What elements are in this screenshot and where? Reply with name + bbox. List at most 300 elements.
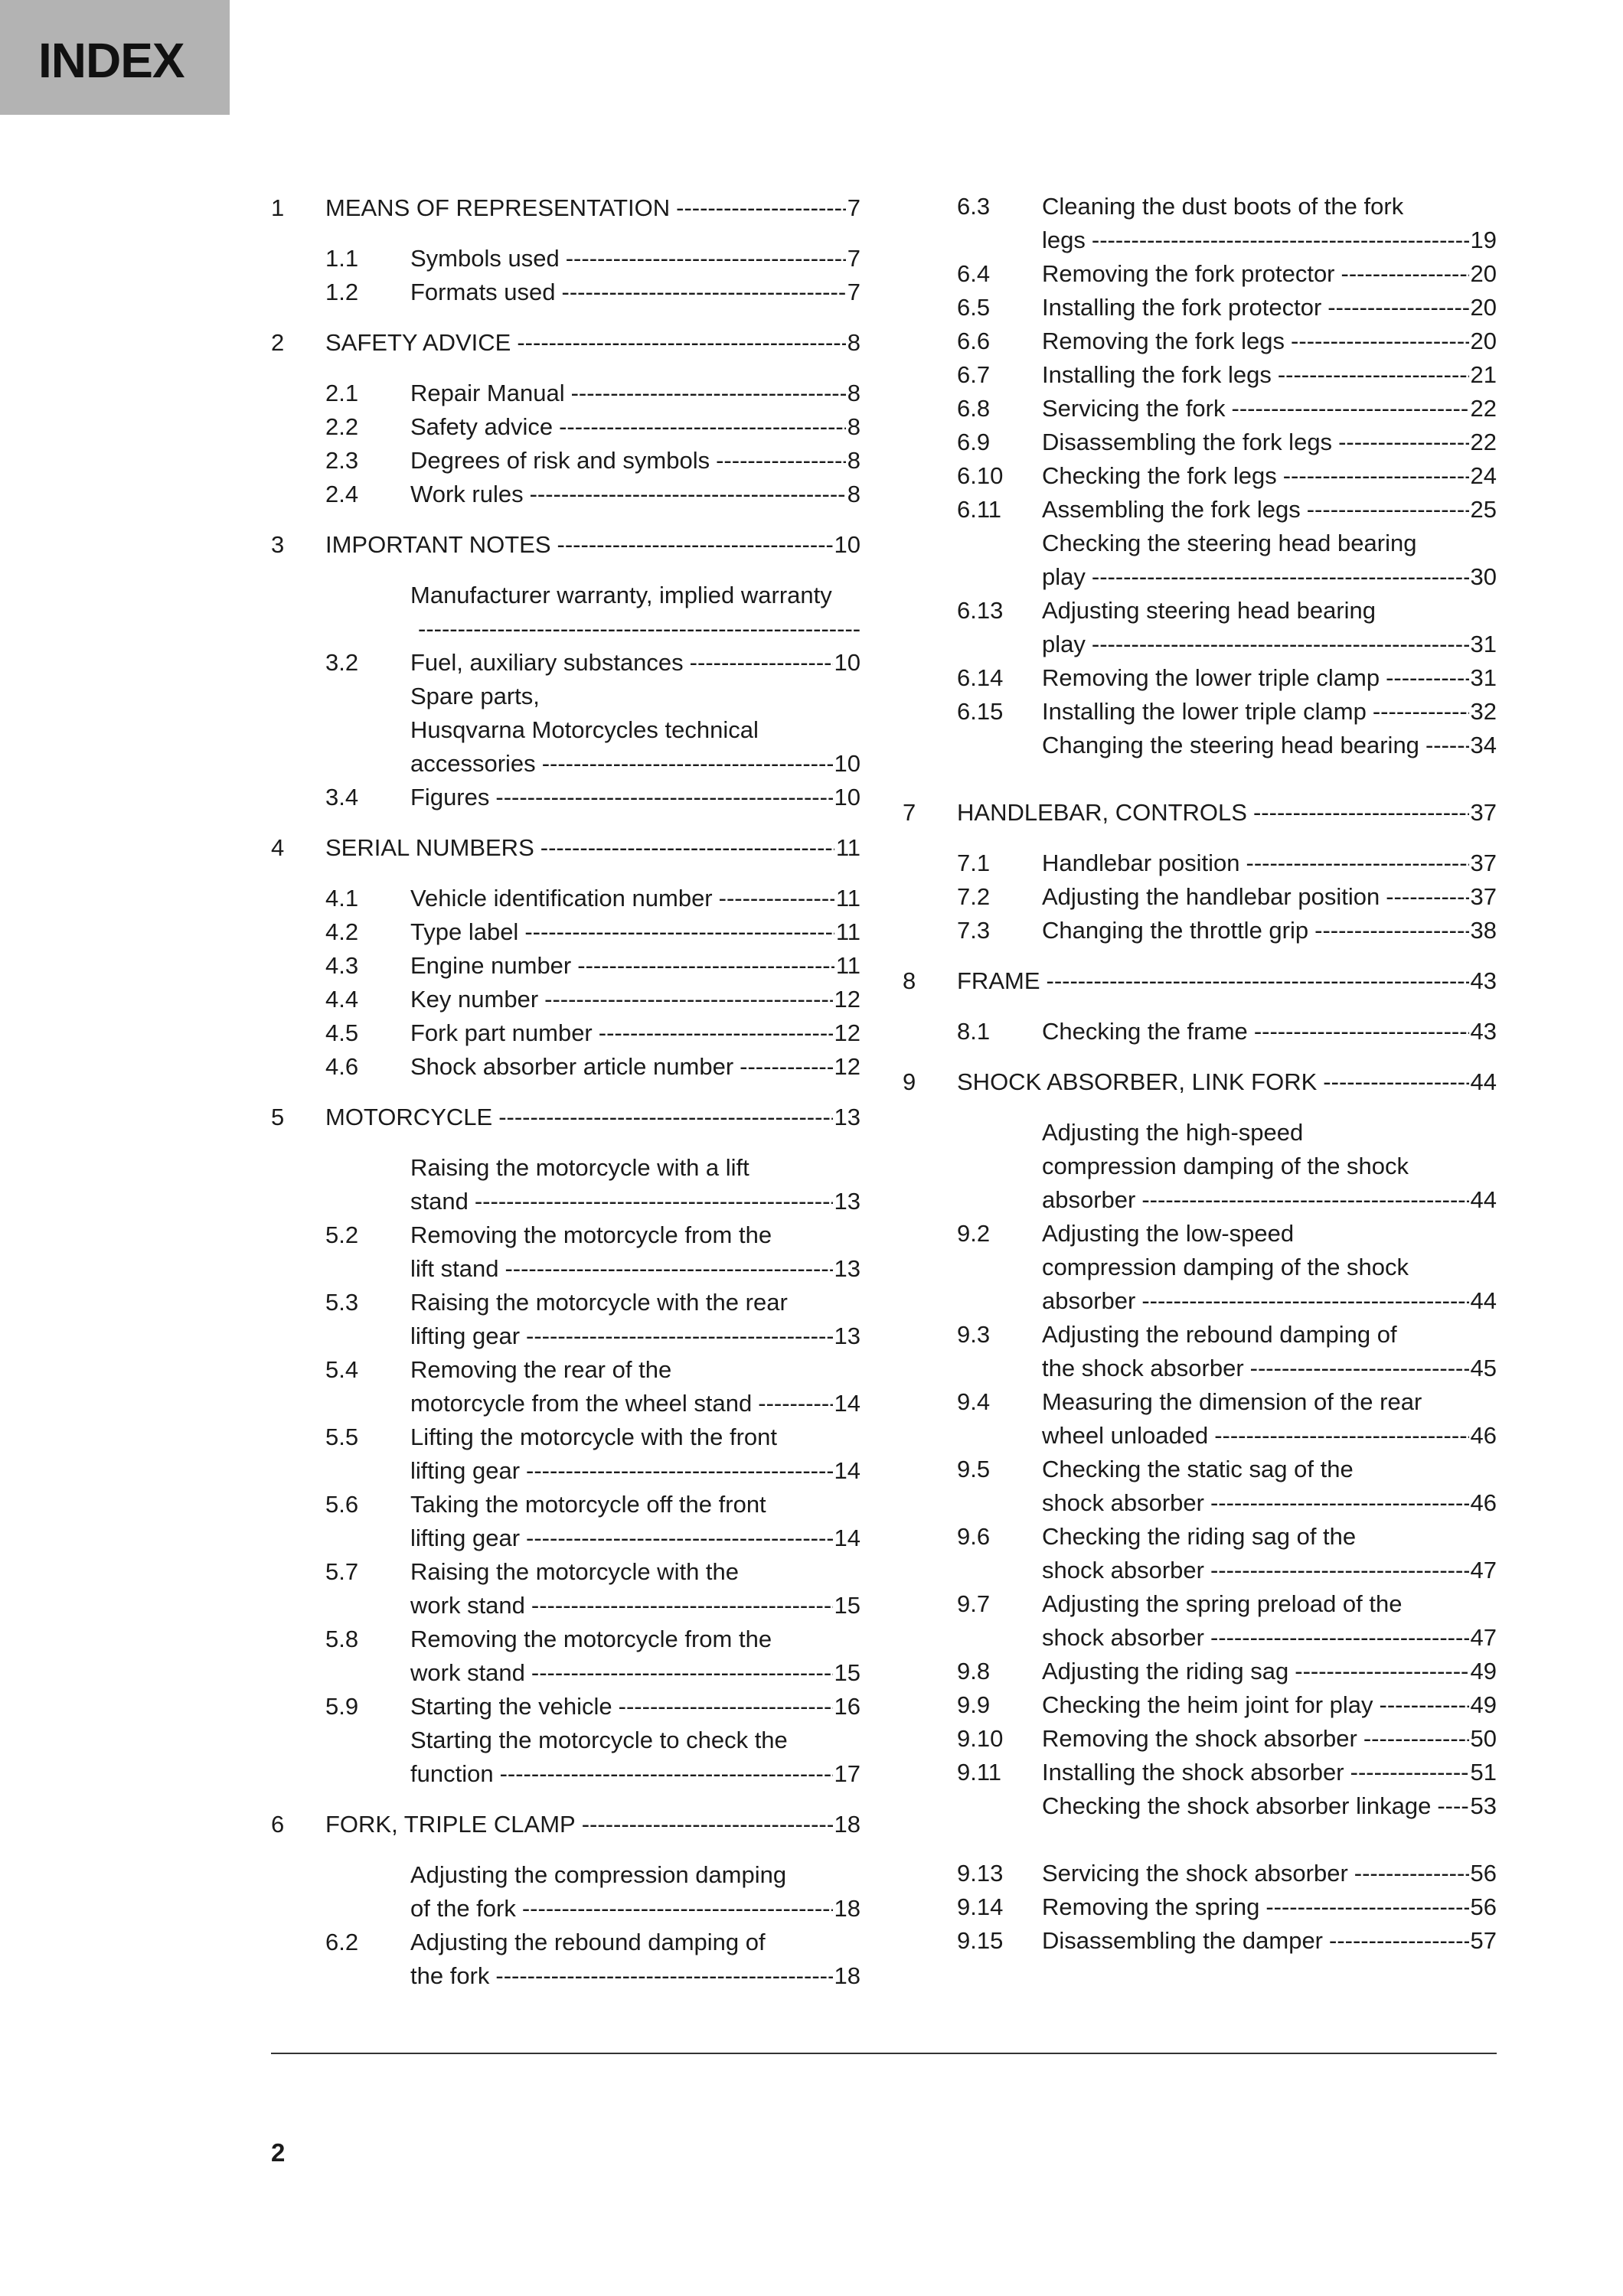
toc-entry-line	[410, 242, 860, 276]
toc-page-number: 53	[1470, 1792, 1497, 1819]
toc-leader	[1141, 1183, 1468, 1217]
toc-page-number: 8	[847, 329, 860, 356]
toc-entry-number: 3	[271, 531, 285, 558]
toc-entry-number: 4	[271, 834, 285, 861]
toc-entry-line	[410, 1892, 860, 1926]
toc-entry-line	[410, 1319, 860, 1353]
toc-entry[interactable]	[903, 594, 1497, 661]
toc-page-number: 37	[1470, 799, 1497, 826]
toc-entry-title: Starting the vehicle	[410, 1693, 612, 1720]
toc-entry[interactable]	[271, 478, 860, 511]
toc-entry[interactable]	[271, 915, 860, 949]
toc-entry-number: 6.9	[957, 429, 991, 455]
toc-entry-line	[1042, 358, 1497, 392]
toc-entry-title: lifting gear	[410, 1525, 521, 1551]
toc-page-number: 43	[1470, 967, 1497, 994]
toc-entry-line	[1042, 1688, 1497, 1722]
page-number: 2	[271, 2138, 286, 2167]
toc-leader	[740, 1050, 832, 1084]
toc-entry-number: 5.5	[325, 1424, 359, 1450]
toc-page-number: 47	[1470, 1624, 1497, 1651]
toc-entry-title: Fork part number	[410, 1019, 593, 1046]
toc-leader	[495, 781, 832, 814]
toc-entry-title: absorber	[1042, 1287, 1136, 1314]
toc-entry[interactable]	[271, 1623, 860, 1690]
toc-leader-line	[410, 612, 860, 646]
toc-entry[interactable]	[271, 882, 860, 915]
toc-page-number: 7	[847, 279, 860, 305]
toc-page-number: 25	[1470, 496, 1497, 523]
toc-page-number: 45	[1470, 1355, 1497, 1381]
toc-leader	[1437, 1789, 1468, 1823]
toc-entry-title: Changing the steering head bearing	[1042, 732, 1419, 758]
toc-page-number: 13	[834, 1104, 860, 1130]
toc-entry[interactable]	[903, 1318, 1497, 1385]
toc-entry-line	[1042, 846, 1497, 880]
toc-entry[interactable]	[903, 1722, 1497, 1756]
toc-section[interactable]	[271, 326, 860, 360]
toc-leader	[1327, 291, 1468, 325]
toc-entry-line	[410, 983, 860, 1016]
toc-entry-title-line: Adjusting the high-speed	[1042, 1119, 1304, 1146]
toc-entry-title: Handlebar position	[1042, 850, 1240, 876]
toc-entry[interactable]	[271, 377, 860, 410]
toc-entry-number: 1.1	[325, 245, 359, 272]
toc-entry-title-line: Checking the static sag of the	[1042, 1456, 1354, 1482]
toc-page-number: 56	[1470, 1893, 1497, 1920]
toc-page-number: 57	[1470, 1927, 1497, 1954]
toc-entry[interactable]	[903, 880, 1497, 914]
toc-leader	[690, 646, 833, 680]
toc-page-number: 11	[835, 918, 860, 945]
toc-entry-title: Adjusting the handlebar position	[1042, 883, 1380, 910]
toc-leader	[1354, 1857, 1469, 1890]
toc-entry[interactable]	[271, 646, 860, 680]
toc-leader	[1373, 695, 1469, 729]
toc-entry-title: Formats used	[410, 279, 556, 305]
toc-leader	[1350, 1756, 1469, 1789]
toc-entry-line	[1042, 880, 1497, 914]
toc-entry[interactable]	[903, 291, 1497, 325]
toc-entry-title: of the fork	[410, 1895, 516, 1922]
toc-entry-number: 5	[271, 1104, 285, 1130]
toc-page-number: 10	[834, 784, 860, 810]
toc-entry[interactable]	[271, 1926, 860, 1993]
toc-page-number: 46	[1470, 1422, 1497, 1449]
toc-entry-title-line: Removing the motorcycle from the	[410, 1221, 772, 1248]
toc-entry-title-line: Adjusting the compression damping	[410, 1861, 787, 1888]
toc-entry-title: Disassembling the damper	[1042, 1927, 1324, 1954]
toc-entry-number: 1.2	[325, 279, 359, 305]
toc-entry-title: Installing the lower triple clamp	[1042, 698, 1367, 725]
toc-entry-line	[410, 1016, 860, 1050]
index-tab	[0, 0, 230, 115]
toc-leader	[526, 1319, 832, 1353]
toc-entry-number: 2.4	[325, 481, 359, 507]
toc-entry-number: 6.15	[957, 698, 1004, 725]
toc-page-number: 22	[1470, 395, 1497, 422]
toc-entry-number: 7.2	[957, 883, 991, 910]
toc-leader	[1278, 358, 1469, 392]
toc-page-number: 20	[1470, 328, 1497, 354]
toc-entry-number: 7.1	[957, 850, 991, 876]
toc-leader	[676, 191, 846, 225]
toc-entry-title: play	[1042, 631, 1086, 657]
toc-section[interactable]	[271, 831, 860, 865]
toc-entry[interactable]	[271, 949, 860, 983]
toc-section[interactable]	[903, 964, 1497, 998]
toc-entry-number: 9	[903, 1068, 916, 1095]
toc-page-number: 11	[835, 834, 860, 861]
toc-entry[interactable]	[903, 1857, 1497, 1890]
toc-entry[interactable]	[271, 781, 860, 814]
toc-page-number: 49	[1470, 1691, 1497, 1718]
toc-page-number: 20	[1470, 260, 1497, 287]
toc-entry[interactable]	[271, 1858, 860, 1926]
toc-entry[interactable]	[903, 1655, 1497, 1688]
toc-entry-line	[957, 1065, 1497, 1099]
toc-leader	[531, 1656, 833, 1690]
toc-page-number: 17	[834, 1760, 860, 1787]
toc-entry-line	[410, 1959, 860, 1993]
toc-page-number: 20	[1470, 294, 1497, 321]
toc-entry-line	[1042, 1789, 1497, 1823]
toc-entry-title: Type label	[410, 918, 519, 945]
toc-entry[interactable]	[903, 1924, 1497, 1958]
toc-entry[interactable]	[903, 1688, 1497, 1722]
toc-section[interactable]	[271, 191, 860, 225]
toc-page-number: 11	[835, 885, 860, 912]
toc-entry-line	[1042, 1486, 1497, 1520]
toc-entry[interactable]	[903, 1587, 1497, 1655]
toc-entry-line	[410, 1589, 860, 1623]
toc-entry-title: absorber	[1042, 1186, 1136, 1213]
toc-entry-line	[410, 949, 860, 983]
toc-entry-title-line: Cleaning the dust boots of the fork	[1042, 193, 1404, 220]
toc-entry[interactable]	[903, 1890, 1497, 1924]
toc-page-number: 12	[834, 986, 860, 1013]
toc-entry[interactable]	[903, 493, 1497, 527]
toc-entry-title: MOTORCYCLE	[325, 1104, 493, 1130]
toc-entry-number: 4.6	[325, 1053, 359, 1080]
toc-page-number: 44	[1470, 1186, 1497, 1213]
toc-entry[interactable]	[271, 983, 860, 1016]
toc-leader	[1386, 661, 1468, 695]
toc-entry-title: Repair Manual	[410, 380, 565, 406]
toc-entry-title: wheel unloaded	[1042, 1422, 1209, 1449]
toc-entry[interactable]	[903, 426, 1497, 459]
toc-leader	[498, 1101, 832, 1134]
toc-entry-title: SAFETY ADVICE	[325, 329, 511, 356]
toc-entry[interactable]	[271, 1555, 860, 1623]
toc-leader	[1329, 1924, 1469, 1958]
toc-leader	[1210, 1554, 1469, 1587]
toc-entry-title: Work rules	[410, 481, 524, 507]
toc-section[interactable]	[903, 1065, 1497, 1099]
toc-entry-title: Shock absorber article number	[410, 1053, 734, 1080]
toc-entry-title: Removing the lower triple clamp	[1042, 664, 1380, 691]
toc-entry[interactable]	[903, 661, 1497, 695]
toc-left-column	[271, 191, 860, 1993]
toc-page-number: 56	[1470, 1860, 1497, 1887]
toc-entry[interactable]	[903, 695, 1497, 729]
toc-entry-title-line: Adjusting the low-speed	[1042, 1220, 1295, 1247]
toc-entry-title: Safety advice	[410, 413, 554, 440]
toc-entry-number: 6.10	[957, 462, 1004, 489]
toc-entry-title-line: Lifting the motorcycle with the front	[410, 1424, 778, 1450]
toc-entry[interactable]	[271, 1420, 860, 1488]
toc-entry-title: HANDLEBAR, CONTROLS	[957, 799, 1247, 826]
toc-entry-title-line: Checking the riding sag of the	[1042, 1523, 1357, 1550]
toc-entry-title: FORK, TRIPLE CLAMP	[325, 1811, 576, 1838]
toc-entry-line	[1042, 1655, 1497, 1688]
toc-section[interactable]	[271, 1808, 860, 1841]
toc-entry-title: shock absorber	[1042, 1489, 1204, 1516]
toc-entry-number: 6.2	[325, 1929, 359, 1955]
toc-leader	[599, 1016, 833, 1050]
toc-leader	[526, 1521, 832, 1555]
toc-entry-number: 5.7	[325, 1558, 359, 1585]
toc-entry-line	[1042, 560, 1497, 594]
toc-leader	[1425, 729, 1469, 762]
toc-entry-number: 6.11	[957, 496, 1002, 523]
toc-entry-line	[410, 882, 860, 915]
toc-entry-line	[410, 1690, 860, 1724]
toc-entry-line	[1042, 661, 1497, 695]
toc-entry[interactable]	[903, 1520, 1497, 1587]
toc-leader	[1092, 560, 1469, 594]
toc-entry-number: 6.3	[957, 193, 991, 220]
toc-entry-line	[1042, 729, 1497, 762]
toc-entry-line	[410, 915, 860, 949]
toc-entry-title-line: compression damping of the shock	[1042, 1153, 1409, 1179]
toc-entry[interactable]	[271, 1286, 860, 1353]
toc-page-number: 7	[847, 194, 860, 221]
toc-entry-title: Disassembling the fork legs	[1042, 429, 1333, 455]
toc-page-number: 34	[1470, 732, 1497, 758]
toc-page-number: 14	[834, 1525, 860, 1551]
toc-entry-number: 4.3	[325, 952, 359, 979]
toc-entry-title: Removing the fork protector	[1042, 260, 1335, 287]
toc-entry-number: 5.2	[325, 1221, 359, 1248]
toc-page-number: 44	[1470, 1068, 1497, 1095]
toc-entry[interactable]	[903, 1385, 1497, 1453]
toc-entry-line	[325, 191, 860, 225]
toc-entry[interactable]	[903, 846, 1497, 880]
toc-page-number: 16	[834, 1693, 860, 1720]
toc-entry-title: SERIAL NUMBERS	[325, 834, 534, 861]
toc-leader	[557, 528, 833, 562]
toc-entry[interactable]	[271, 1353, 860, 1420]
toc-entry-line	[410, 1757, 860, 1791]
toc-entry[interactable]	[903, 527, 1497, 594]
toc-page-number: 14	[834, 1457, 860, 1484]
toc-page-number: 18	[834, 1811, 860, 1838]
toc-entry-title: FRAME	[957, 967, 1040, 994]
toc-entry-line	[325, 831, 860, 865]
toc-entry-number: 5.3	[325, 1289, 359, 1316]
toc-leader	[1323, 1065, 1468, 1099]
toc-entry[interactable]	[271, 579, 860, 646]
toc-leader	[495, 1959, 832, 1993]
toc-entry-number: 5.4	[325, 1356, 359, 1383]
toc-page-number: 37	[1470, 883, 1497, 910]
toc-page-number: 8	[847, 481, 860, 507]
toc-entry-title: Checking the heim joint for play	[1042, 1691, 1373, 1718]
toc-entry-title: Changing the throttle grip	[1042, 917, 1309, 944]
toc-page-number: 13	[834, 1188, 860, 1215]
toc-entry-line	[1042, 1015, 1497, 1049]
toc-section[interactable]	[903, 796, 1497, 830]
toc-page-number: 47	[1470, 1557, 1497, 1583]
toc-leader	[1214, 1419, 1468, 1453]
toc-leader	[1283, 459, 1469, 493]
toc-leader	[1295, 1655, 1468, 1688]
toc-entry-line	[1042, 1857, 1497, 1890]
toc-entry-title: Figures	[410, 784, 490, 810]
toc-entry-title-line: Taking the motorcycle off the front	[410, 1491, 766, 1518]
toc-entry-line	[410, 1050, 860, 1084]
toc-entry-number: 4.2	[325, 918, 359, 945]
toc-entry-title: the fork	[410, 1962, 490, 1989]
toc-entry-number: 6.5	[957, 294, 991, 321]
toc-leader	[524, 915, 834, 949]
toc-entry[interactable]	[903, 358, 1497, 392]
toc-leader	[1386, 880, 1468, 914]
toc-entry-title-line: Adjusting the rebound damping of	[1042, 1321, 1397, 1348]
toc-leader	[540, 831, 834, 865]
toc-entry-number: 9.15	[957, 1927, 1004, 1954]
toc-entry[interactable]	[271, 1151, 860, 1218]
toc-entry-number: 3.4	[325, 784, 359, 810]
toc-page-number: 21	[1470, 361, 1497, 388]
toc-leader	[619, 1690, 833, 1724]
toc-entry[interactable]	[903, 1217, 1497, 1318]
toc-entry-line	[1042, 257, 1497, 291]
toc-page-number: 37	[1470, 850, 1497, 876]
toc-leader	[475, 1185, 833, 1218]
toc-entry-number: 8.1	[957, 1018, 991, 1045]
toc-entry-number: 8	[903, 967, 916, 994]
toc-page-number: 19	[1470, 227, 1497, 253]
toc-page-number: 31	[1470, 664, 1497, 691]
toc-entry-line	[410, 646, 860, 680]
toc-entry[interactable]	[271, 1488, 860, 1555]
toc-page-number: 12	[834, 1019, 860, 1046]
toc-entry-title: lift stand	[410, 1255, 499, 1282]
toc-entry[interactable]	[903, 1756, 1497, 1789]
toc-page-number: 10	[834, 750, 860, 777]
toc-entry-line	[1042, 1183, 1497, 1217]
toc-entry-number: 6.14	[957, 664, 1004, 691]
toc-entry[interactable]	[903, 392, 1497, 426]
toc-entry-title: Vehicle identification number	[410, 885, 713, 912]
toc-entry-number: 3.2	[325, 649, 359, 676]
toc-leader	[1210, 1486, 1469, 1520]
toc-entry-title-line: Measuring the dimension of the rear	[1042, 1388, 1422, 1415]
toc-leader	[758, 1387, 832, 1420]
toc-page-number: 11	[835, 952, 860, 979]
toc-entry[interactable]	[271, 1724, 860, 1791]
toc-entry-number: 2	[271, 329, 285, 356]
toc-entry-number: 9.13	[957, 1860, 1004, 1887]
toc-entry[interactable]	[903, 325, 1497, 358]
toc-entry-title: Servicing the fork	[1042, 395, 1226, 422]
toc-leader	[562, 276, 846, 309]
toc-entry-title-line: Husqvarna Motorcycles technical	[410, 716, 759, 743]
toc-entry[interactable]	[271, 1218, 860, 1286]
toc-leader	[544, 983, 832, 1016]
toc-entry-line	[1042, 1756, 1497, 1789]
toc-entry[interactable]	[903, 1453, 1497, 1520]
toc-entry-line	[410, 1185, 860, 1218]
toc-entry-title: function	[410, 1760, 494, 1787]
toc-entry[interactable]	[903, 914, 1497, 947]
toc-entry-title-line: Removing the rear of the	[410, 1356, 672, 1383]
toc-entry-number: 4.4	[325, 986, 359, 1013]
toc-entry-line	[410, 410, 860, 444]
toc-entry[interactable]	[271, 1016, 860, 1050]
toc-entry[interactable]	[271, 680, 860, 781]
toc-leader	[566, 242, 846, 276]
toc-entry[interactable]	[271, 276, 860, 309]
toc-entry[interactable]	[903, 729, 1497, 762]
toc-entry-title: Installing the fork protector	[1042, 294, 1322, 321]
toc-section[interactable]	[271, 528, 860, 562]
toc-entry-number: 6.8	[957, 395, 991, 422]
toc-entry[interactable]	[271, 1050, 860, 1084]
toc-entry-number: 9.14	[957, 1893, 1004, 1920]
toc-entry-title: Assembling the fork legs	[1042, 496, 1301, 523]
toc-entry-title: Symbols used	[410, 245, 560, 272]
toc-entry-title-line: Removing the motorcycle from the	[410, 1626, 772, 1652]
toc-entry[interactable]	[903, 1116, 1497, 1217]
toc-leader	[1253, 796, 1469, 830]
toc-entry-line	[1042, 291, 1497, 325]
toc-entry-title: IMPORTANT NOTES	[325, 531, 551, 558]
toc-entry[interactable]	[271, 1690, 860, 1724]
toc-entry[interactable]	[271, 444, 860, 478]
toc-entry-number: 1	[271, 194, 285, 221]
toc-page-number: 30	[1470, 563, 1497, 590]
toc-entry[interactable]	[903, 459, 1497, 493]
toc-entry-line	[410, 276, 860, 309]
toc-entry-title: work stand	[410, 1659, 525, 1686]
toc-leader	[582, 1808, 833, 1841]
toc-entry-line	[1042, 628, 1497, 661]
toc-entry-title: motorcycle from the wheel stand	[410, 1390, 753, 1417]
toc-entry-number: 9.10	[957, 1725, 1004, 1752]
toc-entry[interactable]	[903, 257, 1497, 291]
toc-entry[interactable]	[903, 1789, 1497, 1823]
toc-leader	[1265, 1890, 1468, 1924]
toc-leader	[577, 949, 834, 983]
toc-entry-line	[1042, 1924, 1497, 1958]
toc-section[interactable]	[271, 1101, 860, 1134]
toc-entry-line	[410, 478, 860, 511]
toc-entry[interactable]	[271, 242, 860, 276]
toc-entry-line	[1042, 223, 1497, 257]
toc-entry-title: Degrees of risk and symbols	[410, 447, 710, 474]
toc-entry-title-line: Raising the motorcycle with the rear	[410, 1289, 788, 1316]
toc-page-number: 51	[1470, 1759, 1497, 1786]
toc-entry-number: 6.7	[957, 361, 991, 388]
toc-entry[interactable]	[903, 190, 1497, 257]
toc-page-number: 43	[1470, 1018, 1497, 1045]
toc-entry-title: SHOCK ABSORBER, LINK FORK	[957, 1068, 1318, 1095]
toc-entry[interactable]	[271, 410, 860, 444]
toc-entry[interactable]	[903, 1015, 1497, 1049]
